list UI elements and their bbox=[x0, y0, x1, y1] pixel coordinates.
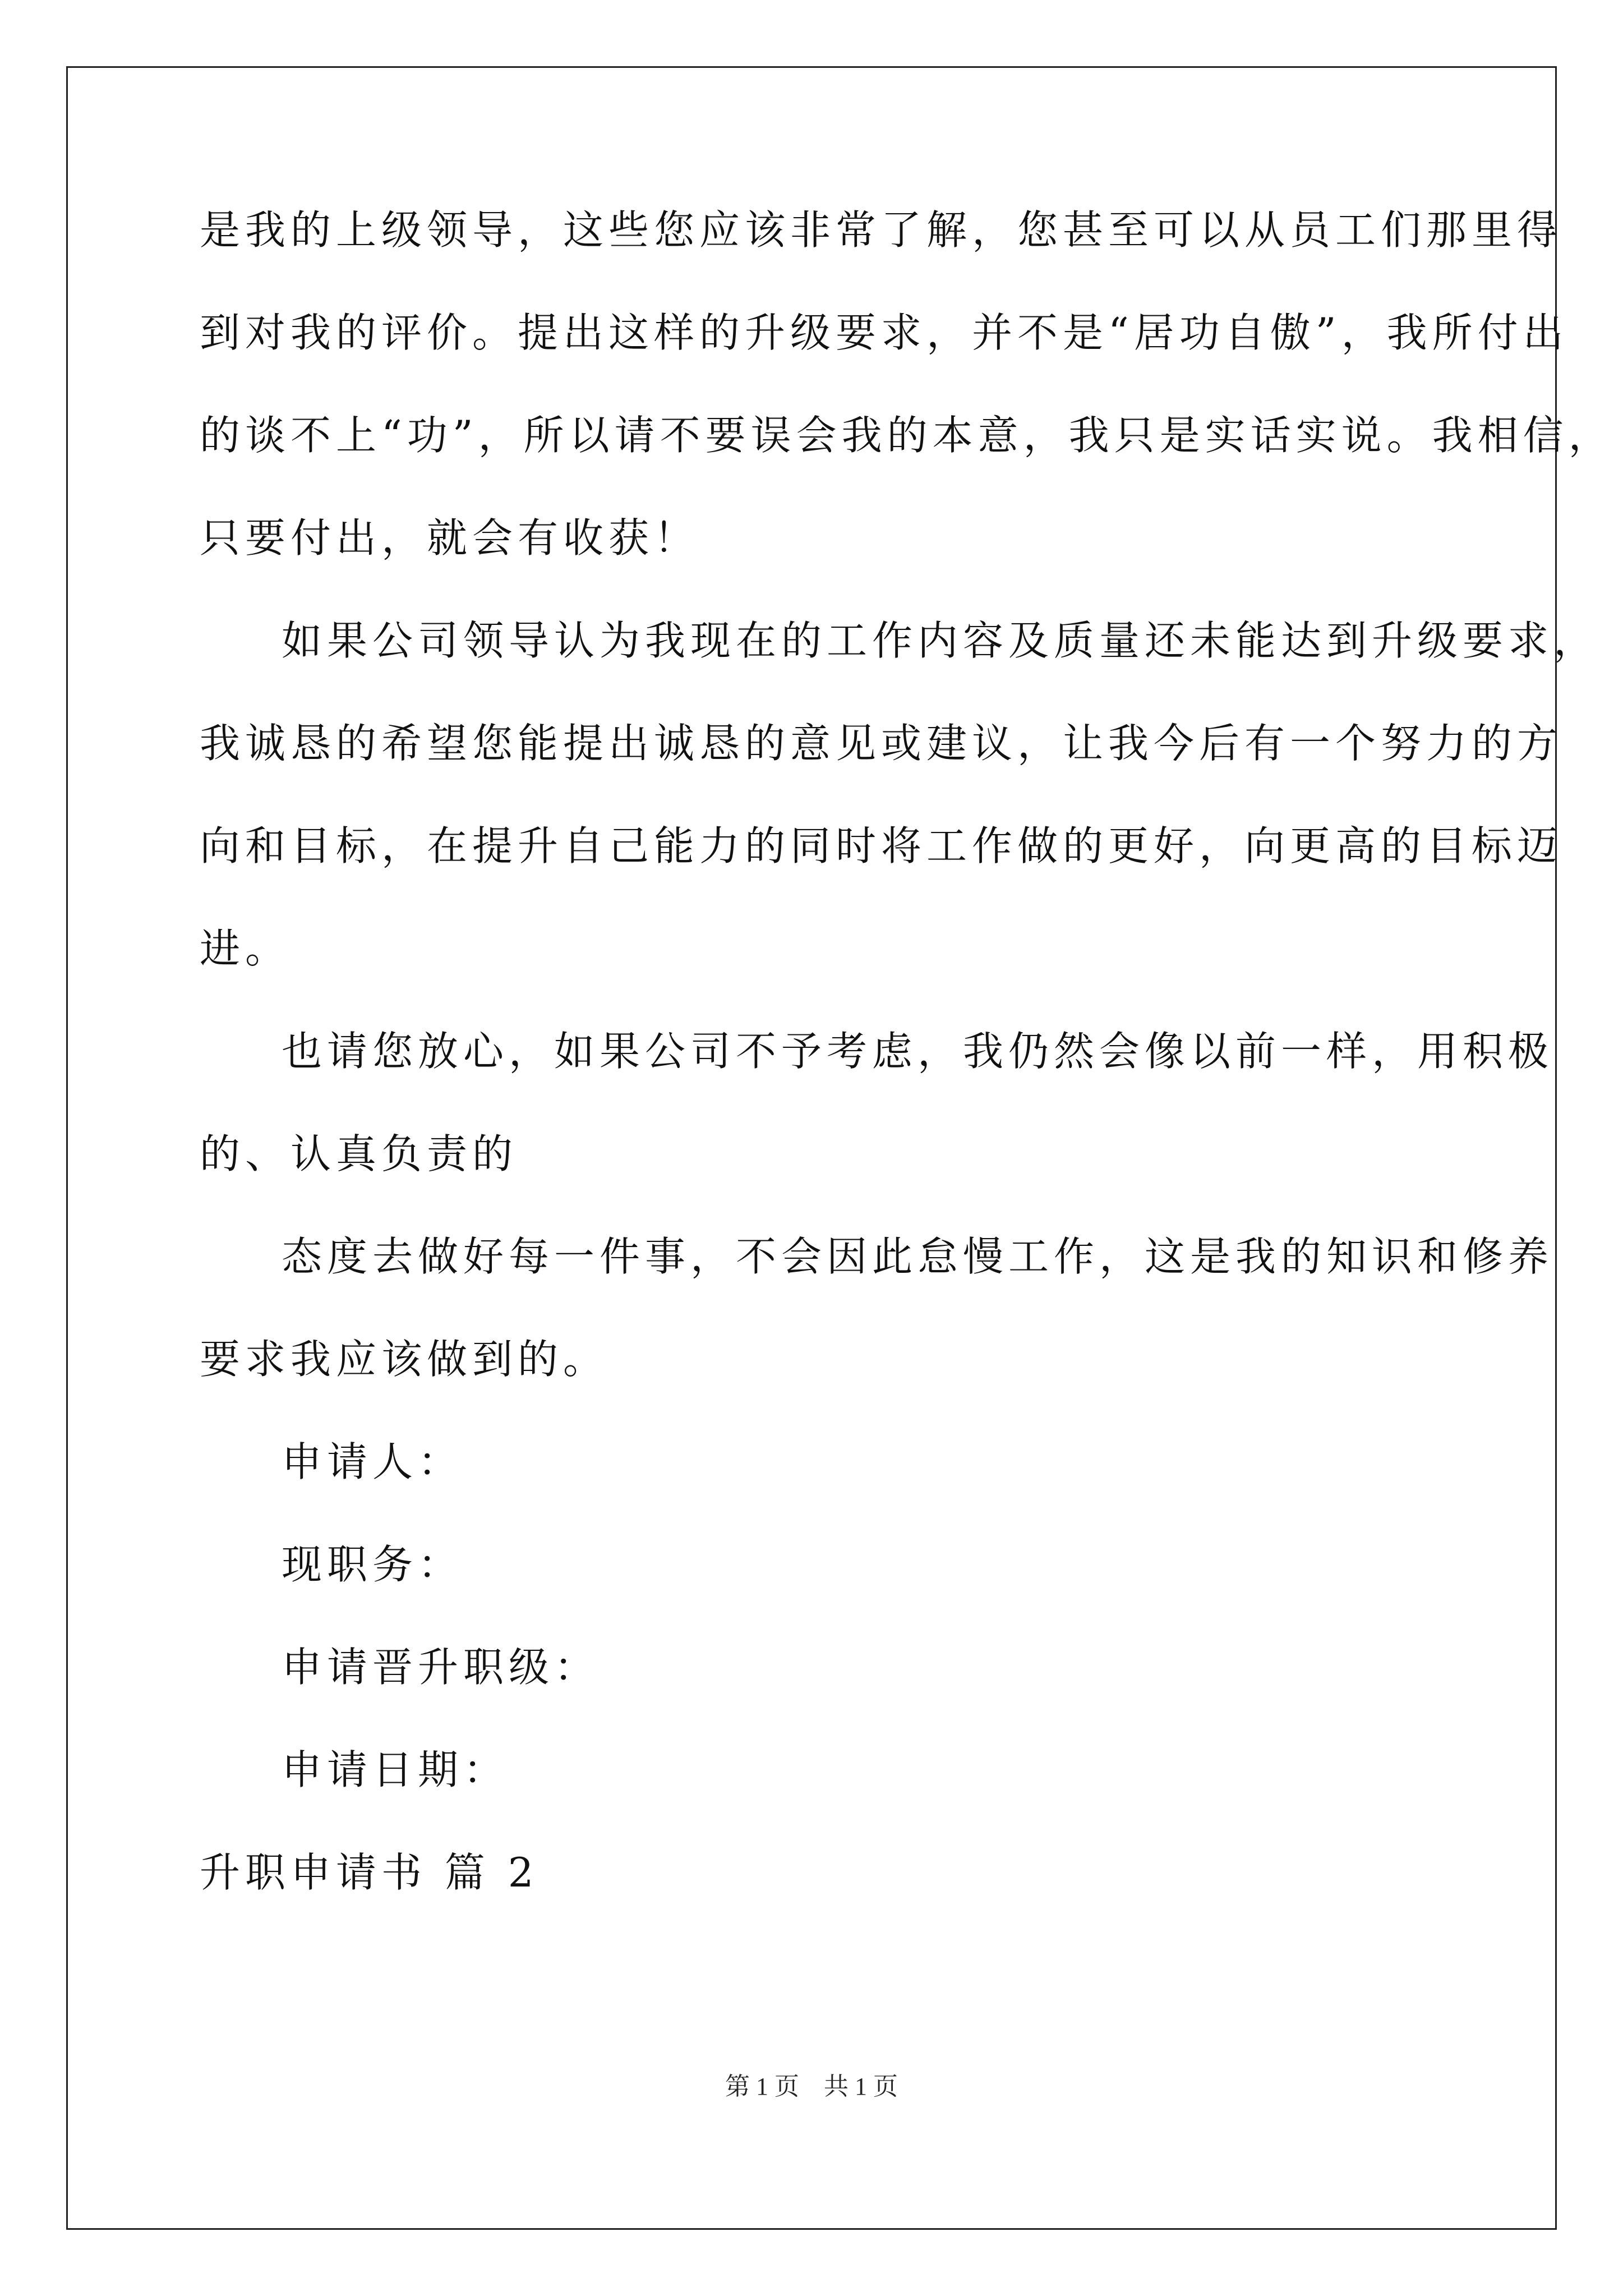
paragraph-line: 要求我应该做到的。 bbox=[200, 1336, 609, 1383]
paragraph-line: 也请您放心，如果公司不予考虑，我仍然会像以前一样，用积极 bbox=[282, 1028, 1554, 1075]
paragraph-line: 态度去做好每一件事，不会因此怠慢工作，这是我的知识和修养 bbox=[282, 1233, 1554, 1280]
page-total: 共 1 页 bbox=[824, 2073, 898, 2100]
page-number: 第 1 页 bbox=[725, 2073, 799, 2100]
page-footer bbox=[0, 2070, 1623, 2104]
paragraph-line: 是我的上级领导，这些您应该非常了解，您甚至可以从员工们那里得 bbox=[200, 206, 1563, 254]
paragraph-line: 的、认真负责的 bbox=[200, 1130, 518, 1177]
paragraph-line: 到对我的评价。提出这样的升级要求，并不是“居功自傲”，我所付出 bbox=[200, 309, 1569, 356]
application-date-label: 申请日期： bbox=[282, 1746, 509, 1793]
paragraph-line: 进。 bbox=[200, 925, 291, 972]
applicant-label: 申请人： bbox=[282, 1438, 464, 1485]
section-heading: 升职申请书 篇 2 bbox=[200, 1849, 539, 1896]
paragraph-line: 向和目标，在提升自己能力的同时将工作做的更好，向更高的目标迈 bbox=[200, 822, 1563, 869]
paragraph-line: 我诚恳的希望您能提出诚恳的意见或建议，让我今后有一个努力的方 bbox=[200, 720, 1563, 767]
paragraph-line: 的谈不上“功”，所以请不要误会我的本意，我只是实话实说。我相信， bbox=[200, 412, 1614, 459]
paragraph-line: 如果公司领导认为我现在的工作内容及质量还未能达到升级要求， bbox=[282, 617, 1599, 664]
current-position-label: 现职务： bbox=[282, 1541, 464, 1588]
paragraph-line: 只要付出，就会有收获！ bbox=[200, 514, 700, 562]
requested-level-label: 申请晋升职级： bbox=[282, 1644, 600, 1691]
